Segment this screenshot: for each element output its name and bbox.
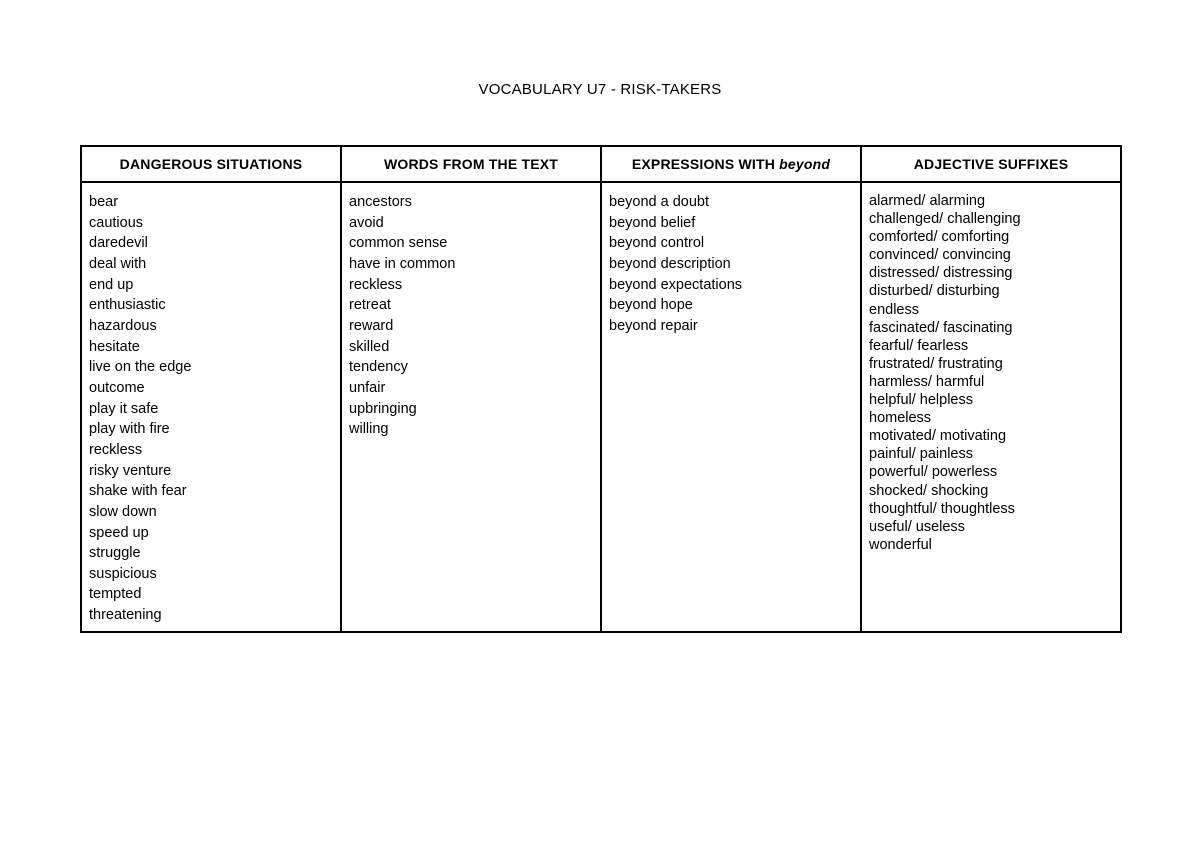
list-item: common sense (349, 235, 448, 252)
list-item: enthusiastic (89, 297, 166, 314)
list-item: challenged/ challenging (869, 211, 1021, 228)
list-item: beyond repair (609, 317, 698, 334)
list-item: distressed/ distressing (869, 265, 1013, 282)
list-item: convinced/ convincing (869, 247, 1011, 264)
header-expressions-text: EXPRESSIONS WITH (631, 156, 780, 172)
list-item: beyond control (609, 235, 705, 252)
list-item: frustrated/ frustrating (869, 355, 1003, 372)
list-item: reckless (89, 441, 143, 458)
list-item: tendency (349, 359, 408, 376)
list-item: motivated/ motivating (869, 428, 1007, 445)
header-row (81, 146, 1121, 182)
list-item: threatening (89, 607, 162, 624)
list-item: avoid (349, 214, 384, 231)
page-title: VOCABULARY U7 - RISK-TAKERS (478, 81, 722, 98)
list-item: homeless (869, 410, 932, 427)
list-item: beyond description (609, 255, 731, 272)
column-adjective-suffixes (861, 182, 1121, 632)
list-item: play with fire (89, 421, 170, 438)
list-item: cautious (89, 214, 144, 231)
list-item: endless (869, 301, 919, 318)
adjective-suffixes-list (862, 183, 1120, 554)
list-item: willing (349, 421, 389, 438)
dangerous-situations-list (82, 183, 340, 626)
content-row (81, 182, 1121, 632)
list-item: hazardous (89, 317, 157, 334)
words-from-the-text-list (342, 183, 600, 440)
list-item: suspicious (89, 565, 157, 582)
list-item: painful/ painless (869, 446, 973, 463)
list-item: disturbed/ disturbing (869, 283, 1000, 300)
list-item: outcome (89, 379, 145, 396)
list-item: fascinated/ fascinating (869, 319, 1013, 336)
list-item: skilled (349, 338, 390, 355)
list-item: shocked/ shocking (869, 482, 989, 499)
list-item: powerful/ powerless (869, 464, 998, 481)
list-item: unfair (349, 379, 386, 396)
list-item: speed up (89, 524, 149, 541)
header-expressions-italic: beyond (779, 156, 831, 172)
list-item: have in common (349, 255, 456, 272)
header-dangerous-situations: DANGEROUS SITUATIONS (81, 146, 341, 182)
list-item: retreat (349, 297, 391, 314)
list-item: deal with (89, 255, 147, 272)
list-item: reckless (349, 276, 403, 293)
header-words-from-the-text: WORDS FROM THE TEXT (341, 146, 601, 182)
list-item: thoughtful/ thoughtless (869, 500, 1015, 517)
list-item: hesitate (89, 338, 140, 355)
list-item: bear (89, 194, 119, 210)
list-item: alarmed/ alarming (869, 193, 986, 209)
header-adjective-suffixes: ADJECTIVE SUFFIXES (861, 146, 1121, 182)
header-expressions-with-beyond (601, 146, 861, 182)
list-item: wonderful (869, 536, 932, 553)
list-item: risky venture (89, 462, 172, 479)
list-item: tempted (89, 586, 142, 603)
list-item: slow down (89, 503, 157, 520)
list-item: reward (349, 317, 394, 334)
list-item: harmless/ harmful (869, 373, 985, 390)
vocabulary-table (80, 145, 1122, 633)
expressions-with-beyond-list (602, 183, 860, 337)
list-item: upbringing (349, 400, 417, 417)
list-item: helpful/ helpless (869, 392, 973, 409)
list-item: beyond a doubt (609, 194, 709, 210)
list-item: beyond hope (609, 297, 693, 314)
list-item: end up (89, 276, 134, 293)
list-item: beyond expectations (609, 276, 743, 293)
column-expressions-with-beyond (601, 182, 861, 632)
list-item: shake with fear (89, 483, 187, 500)
list-item: play it safe (89, 400, 159, 417)
list-item: daredevil (89, 235, 148, 252)
column-dangerous-situations (81, 182, 341, 632)
list-item: beyond belief (609, 214, 696, 231)
list-item: struggle (89, 545, 141, 562)
list-item: comforted/ comforting (869, 229, 1010, 246)
list-item: ancestors (349, 194, 412, 210)
column-words-from-the-text (341, 182, 601, 632)
list-item: live on the edge (89, 359, 192, 376)
list-item: fearful/ fearless (869, 337, 969, 354)
list-item: useful/ useless (869, 518, 965, 535)
